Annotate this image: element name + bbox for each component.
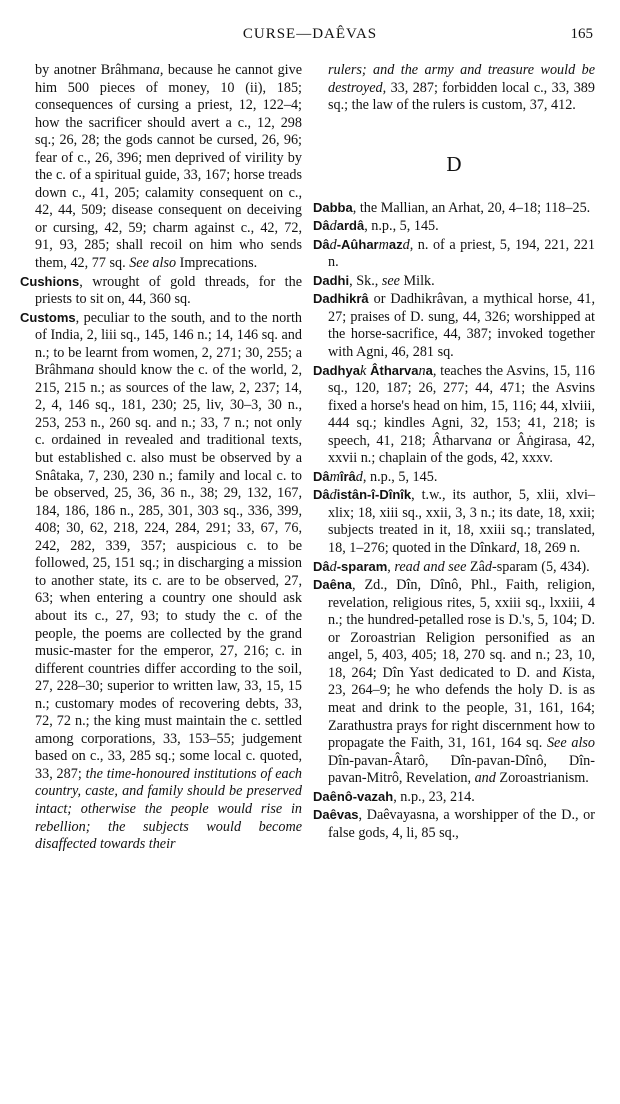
- index-entry: [313, 468, 595, 487]
- entry-text: , n.p., 5, 145.: [362, 468, 438, 485]
- headword: Dâ: [313, 558, 330, 574]
- index-entry: [313, 806, 595, 842]
- headword: Dadhya: [313, 362, 360, 378]
- headword: az: [388, 236, 403, 252]
- entry-text: See also: [129, 255, 177, 272]
- entry-text: 33, 287; forbidden local c., 33, 389 sq.; the law of the rulers is custom, 37, 412.: [328, 79, 595, 114]
- entry-text: or Dadhikrâvan, a mythical horse, 41, 27; praises of D. sung, 44, 326; worshipped at the horse-sacrifice, 44, 387; invoked together with Agni, 46, 281 sq.: [328, 291, 595, 361]
- entry-text: vins, 15, 116 sq., 120, 187; 26, 277; 44, 471; the A: [328, 362, 595, 397]
- index-entry: [313, 217, 595, 236]
- headword: Dabba: [313, 199, 353, 215]
- entry-text: s: [372, 717, 378, 734]
- entry-text: s: [424, 664, 430, 681]
- right-column-continuation: [313, 62, 595, 115]
- entry-text: , peculiar to the south, and to the north of India, 2, liii sq., 145, 146 n.; 14, 146 sq. and n.; to be learnt from women, 2, 271; 30, 255; a Brâhman: [35, 309, 302, 379]
- index-entry: [313, 788, 595, 807]
- entry-text: , Sk.,: [349, 272, 382, 289]
- entry-text: rulers; and the army and treasure would be destroyed,: [328, 62, 595, 96]
- index-entry: [20, 273, 302, 309]
- headword: ardâ: [336, 218, 365, 234]
- headword: istân-î-Dînîk: [336, 487, 412, 503]
- headword: -sparam: [336, 558, 388, 574]
- entry-text: should know the c. of the world, 2, 215, 215 n.; as sources of the law, 2, 237; 14, 2, 4, 146 sq., 181, 230; 25, liv, 30–3, 30 n., 253, 253 n., 260 sq. and n.; 33, 7 n.; not only c. ordained in revealed and traditional texts, but established c. also must be observed by a Snâtaka, 7, 230, 230 n.; family and local c. to be observed, 25, 36, 36 n., 38; 29, 132, 167, 184, 186, 186 n., 285, 301, 303 sq., 336, 399, 408; 30, 62, 218, 224, 284, 291; 33, 67, 76, 242, 282, 339, 357; auspicious c. to be followed, 25, 151 sq.; in discharging a mission to another state, its c. are to be observed, 27, 63; when entering a country one should ask about its c., 27, 93; to study the c. of the people, the poems are collected by the grand music-master for the emperor, 27, 216; c. in different countries differ according to the soil, 27, 228–30; superior to written law, 33, 15, 15 n.; customary modes of recovering debts, 33, 72, 72 n.; the king must maintain the c. settled among corporations, 33, 153–55; judgement based on c., 33, 285 sq.; some local c. quoted, 33, 287;: [35, 362, 302, 782]
- headword: Dâ: [313, 468, 330, 484]
- headword: Dâ: [313, 487, 330, 503]
- entry-text: k: [359, 362, 367, 379]
- headword: Dadhi: [313, 272, 350, 288]
- entry-text: K: [562, 664, 572, 681]
- entry-text: , 18, 269 n.: [516, 540, 581, 557]
- entry-text: -sparam (5, 434).: [491, 558, 590, 575]
- entry-text: See also: [546, 735, 596, 752]
- entry-text: , n. of a priest, 5, 194, 221, 221 n.: [328, 236, 595, 271]
- entry-text: , the Mallian, an Arhat, 20, 4–18; 118–25.: [352, 199, 591, 216]
- entry-text: or Âṅgirasa, 42, xxvii n.; chaplain of the gods, 42, xxxv.: [328, 432, 595, 467]
- index-entry: [313, 362, 595, 468]
- entry-text: m: [329, 468, 340, 485]
- index-entry-continuation: [313, 62, 595, 115]
- entry-text: , n.p., 5, 145.: [364, 218, 439, 235]
- entry-text: by anotner Brâhman: [35, 62, 153, 78]
- headword: Daêna: [313, 577, 353, 593]
- entry-text: ,: [387, 558, 395, 575]
- headword: Daênô-vazah: [313, 788, 394, 804]
- index-entry: [313, 272, 595, 291]
- index-entry-continuation: [20, 62, 302, 273]
- entry-text: Milk.: [399, 272, 435, 289]
- entry-text: a: [152, 62, 160, 78]
- index-entry: [20, 309, 302, 854]
- headword: -Aûhar: [336, 236, 379, 252]
- entry-text: d: [402, 236, 410, 253]
- entry-text: , Daêvayasna, a worshipper of the D., or false gods, 4, li, 85 sq.,: [328, 807, 595, 841]
- entry-text: a: [87, 362, 95, 379]
- entry-text: , wrought of gold threads, for the priests to sit on, 44, 360 sq.: [35, 273, 302, 308]
- entry-text: , n.p., 23, 214.: [393, 788, 475, 805]
- entry-text: s: [565, 380, 572, 397]
- entry-text: ista, 23, 264–9; he who defends the holy D. is as meat and drink to the people, 31, 161, 164; Zarathu: [328, 664, 595, 734]
- index-entry: [313, 199, 595, 218]
- entry-text: and: [474, 770, 496, 787]
- headword: Âtharva: [366, 362, 419, 378]
- entry-text: d: [509, 540, 517, 557]
- headword: Customs: [20, 309, 76, 325]
- entry-text: see: [381, 272, 400, 289]
- entry-text: s: [516, 362, 522, 379]
- entry-text: d: [484, 558, 492, 575]
- entry-text: d: [329, 236, 337, 253]
- entry-text: the time-honoured institutions of each country, caste, and family should be preserved intact; otherwise the people would rise in rebellion; the subjects would become disaffected towards their: [35, 765, 302, 853]
- running-head: CURSE—DAÊVAS: [242, 26, 378, 42]
- headword: Cushions: [20, 273, 80, 289]
- entry-text: n: [418, 362, 426, 379]
- left-column: [20, 62, 302, 854]
- section-letter: D: [446, 151, 462, 176]
- headword: Dâ: [313, 236, 330, 252]
- headword: a: [425, 362, 433, 378]
- entry-text: Zâ: [466, 558, 485, 575]
- entry-text: a: [484, 432, 492, 449]
- index-entry: [313, 290, 595, 361]
- entry-text: t dedicated to D. and: [429, 664, 563, 681]
- entry-text: d: [329, 218, 337, 235]
- index-entry: [313, 486, 595, 557]
- entry-text: , because he cannot give him 500 pieces of money, 10 (ii), 185; consequences of cursing a priest, 12, 122–4; how the sacrificer should avert a c., 12, 298 sq.; 26, 28; the gods cannot be cursed, 26, 96; fear of c., 26, 396; men deprived of virility by the c. of a spiritual guide, 33, 167; horse treads down c., 41, 205; calamity consequent on c., 42, 44, 509; disease consequent on deceiving or cursing, 42, 59; charm against c., 42, 72, 91, 93, 285; shall recoil on him who sends them, 42, 77 sq.: [35, 62, 302, 272]
- entry-text: vins fixed a horse's head on him, 15, 116; 44, xlviii, 444 sq.; kindles Agni, 32, 153; 41, 218; is speech, 41, 218; Âtharvan: [328, 380, 595, 449]
- entry-text: Dîn-pavan-Âtarô, Dîn-pavan-Dînô, Dîn-pavan-Mitrô, Revelation,: [328, 752, 595, 787]
- headword: Dadhikrâ: [313, 291, 369, 307]
- entry-text: d: [355, 468, 363, 485]
- headword: Dâ: [313, 218, 330, 234]
- right-column: [313, 62, 595, 842]
- entry-text: m: [378, 236, 389, 253]
- right-column-entries: [313, 199, 595, 843]
- index-entry: [313, 576, 595, 788]
- entry-text: d: [329, 558, 337, 575]
- headword: Daêvas: [313, 807, 359, 823]
- entry-text: , Zd., Dîn, Dînô, Phl., Faith, religion, revelation, religious rites, 5, xxiii sq., lxxiii, 4 n.; the hundred-petalled rose is D.'s, 5, 104; D. or Zoroastrian Religion personified as an angel, 5, 403, 405; 18, 270 sq. and n.; 23, 10, 18, 264; Dîn Ya: [328, 577, 595, 681]
- entry-text: tra prays for right discernment how to propagate the Faith, 31, 161, 164 sq.: [328, 717, 595, 752]
- entry-text: , teaches the A: [432, 362, 517, 379]
- entry-text: Imprecations.: [176, 255, 258, 272]
- index-entry: [313, 236, 595, 272]
- entry-text: , t.w., its author, 5, xlii, xlvi–xlix; 18, xiii sq., xxii, 3, 3 n.; its date, 18, xxii; subjects treated in it, 18, xxiii sq.; translated, 18, 1–276; quoted in the Dînkar: [328, 487, 595, 557]
- index-entry: [313, 558, 595, 577]
- headword: îrâ: [339, 468, 356, 484]
- entry-text: read and see: [394, 558, 467, 575]
- entry-text: d: [329, 487, 337, 504]
- entry-text: Zoroastrianism.: [495, 770, 589, 787]
- page-number: 165: [570, 26, 593, 42]
